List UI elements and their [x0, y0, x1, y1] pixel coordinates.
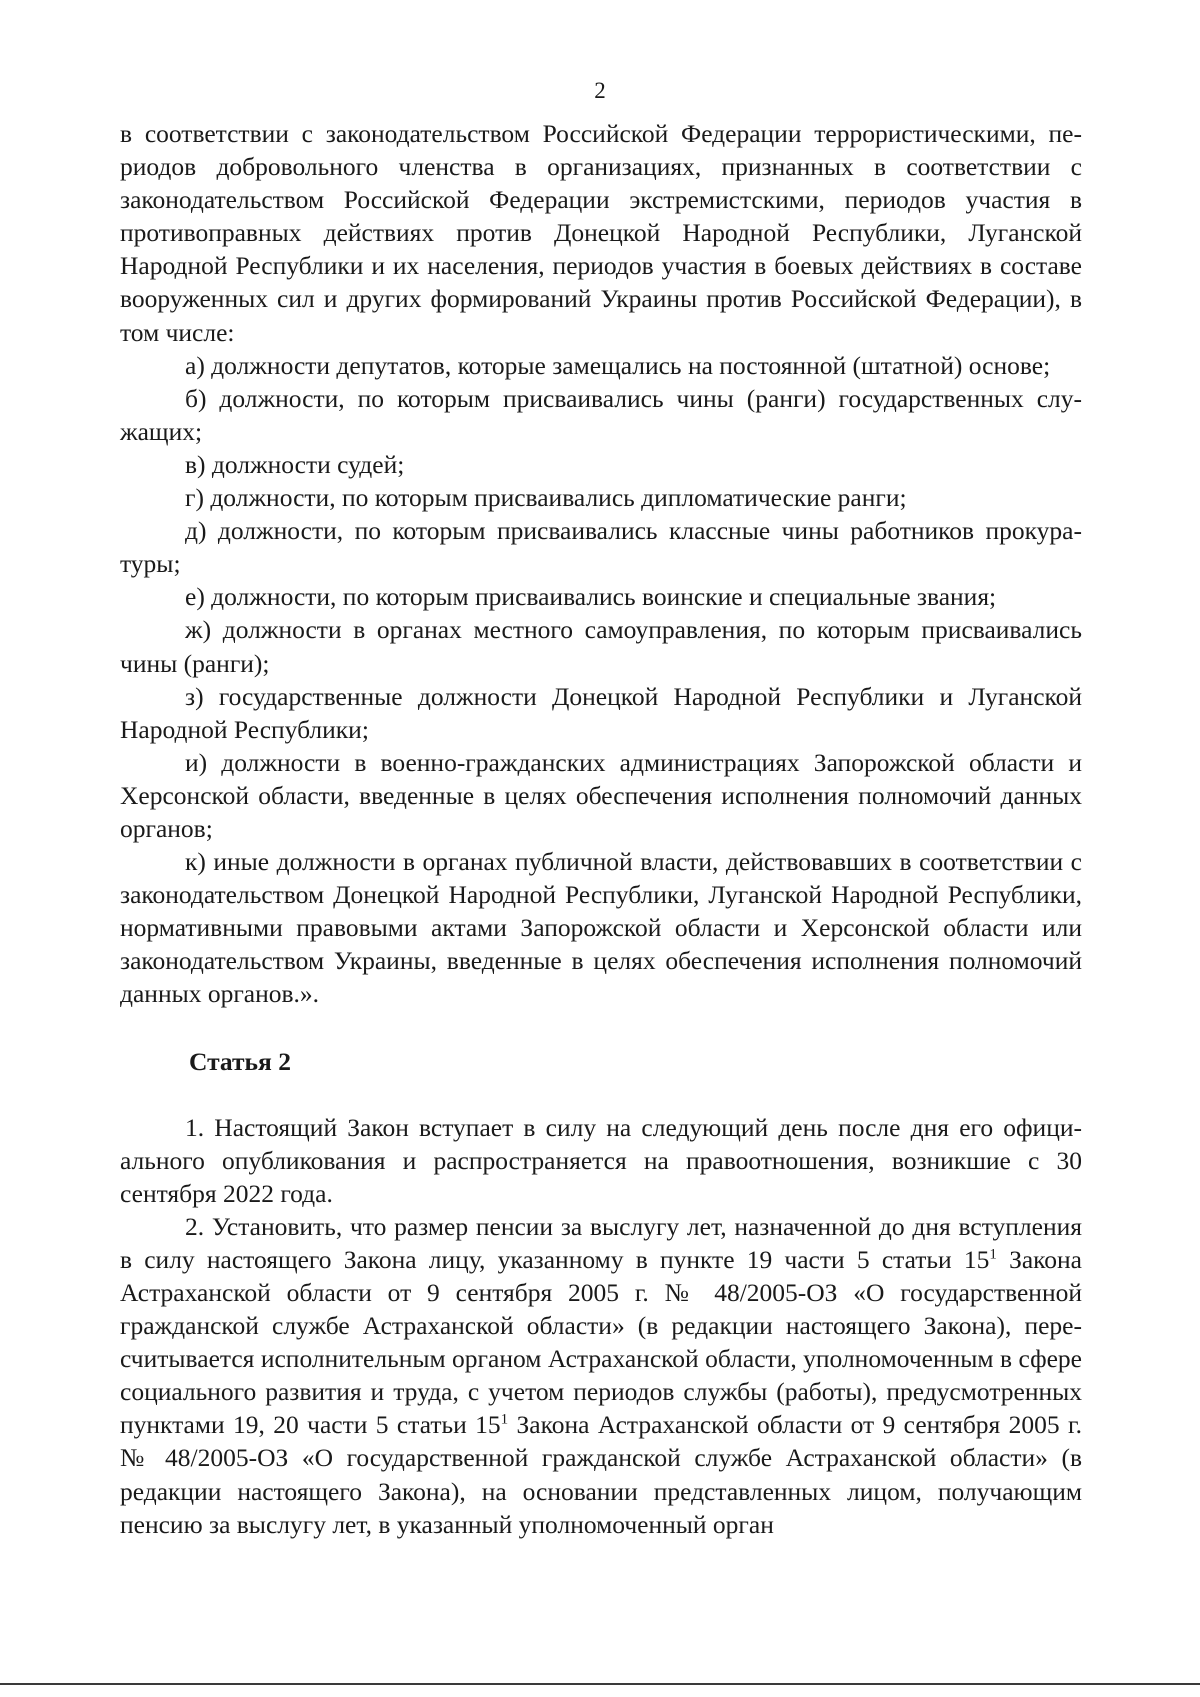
paragraph-z: з) государственные должности Донецкой Народной Республики и Луганской Народной Республики; — [120, 681, 1082, 744]
paragraph-g: г) должности, по которым присваивались дипломатические ранги; — [185, 483, 907, 513]
paragraph-v: в) должности судей; — [185, 449, 405, 479]
page-number: 2 — [594, 78, 606, 103]
paragraph-d: д) должности, по которым присваивались классные чины работников прокуратуры; — [120, 516, 1082, 579]
paragraph-zh: ж) должности в органах местного самоуправления, по которым присваивались чины (ранги); — [120, 615, 1082, 678]
paragraph-b: б) должности, по которым присваивались чины (ранги) государственных служащих; — [120, 383, 1082, 446]
superscript-1: 1 — [989, 1246, 997, 1263]
paragraph-2-text-c: Закона Астраханской области от 9 сентября 2005 г. № 48/2005-ОЗ «О государственной гражданской службе Астраханской области» (в редакции настоящего Закона), на основании представленных лицом, получающим пенсию за выслугу лет, в указанный уполномоченный орган — [120, 1410, 1082, 1539]
paragraph-i: и) должности в военно-гражданских администрациях Запорожской области и Херсонской области, введенные в целях обеспечения исполнения полномочий данных органов; — [120, 747, 1082, 843]
paragraph-k: к) иные должности в органах публичной власти, действовавших в соответствии с законодательством Донецкой Народной Республики, Луганской Народной Республики, нормативными правовыми актами Запорожской области и Херсонской области или законодательством Украины, введенные в целях обеспечения исполнения полномочий данных органов.». — [120, 847, 1082, 1009]
paragraph-e: е) должности, по которым присваивались воинские и специальные звания; — [185, 582, 997, 612]
paragraph-2-text-b: Закона Астраханской области от 9 сентября 2005 г. № 48/2005-ОЗ «О государственной гражданской службе Астраханской области» (в редакции настоящего Закона), пересчитывается исполнительным органом Астраханской области, уполномоченным в сфере социального развития и труда, с учетом периодов службы (работы), предусмотренных пунктами 19, 20 части 5 статьи 15 — [120, 1244, 1082, 1440]
superscript-2: 1 — [500, 1411, 509, 1428]
article-2-body — [120, 1111, 1082, 1210]
paragraph-a: а) должности депутатов, которые замещались на постоянной (штатной) основе; — [185, 350, 1051, 380]
paragraph-intro: в соответствии с законодательством Российской Федерации террористическими, периодов добровольного членства в организациях, признанных в соответствии с законодательством Российской Федерации экстремистскими, периодов участия в противоправных действиях против Донецкой Народной Республики, Луганской Народной Республики и их населения, периодов участия в боевых действиях в составе вооруженных сил и других формирований Украины против Российской Федерации), в том числе: — [120, 119, 1082, 347]
bottom-rule — [0, 1683, 1200, 1685]
article-1-continuation — [120, 117, 1082, 1011]
article-heading: Статья 2 — [189, 1046, 291, 1076]
paragraph-2-text-a: 2. Установить, что размер пенсии за выслугу лет, назначенной до дня вступления в силу настоящего Закона лицу, указанному в пункте 19 части 5 статьи 15 — [120, 1211, 1082, 1274]
paragraph-p1: 1. Настоящий Закон вступает в силу на следующий день после дня его официального опубликования и распространяется на правоотношения, возникшие с 30 сентября 2022 года. — [120, 1112, 1082, 1208]
document-body — [120, 117, 1082, 1541]
paragraph-2 — [120, 1210, 1082, 1541]
